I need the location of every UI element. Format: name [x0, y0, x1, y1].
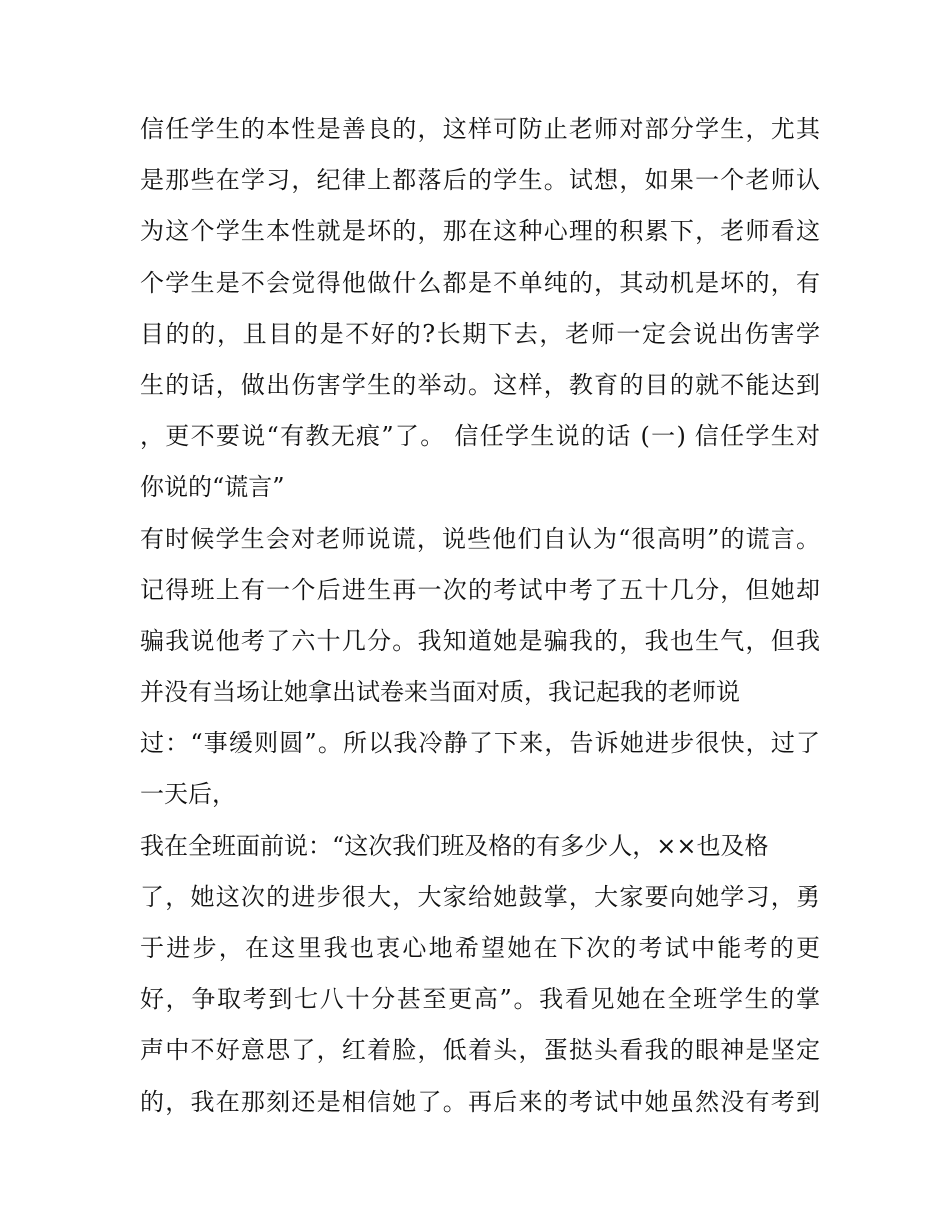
text-line: 的，我在那刻还是相信她了。再后来的考试中她虽然没有考到	[140, 1087, 820, 1116]
text-line: 信任学生的本性是善良的，这样可防止老师对部分学生，尤其	[140, 115, 820, 143]
text-line: 过：“事缓则圆”。所以我冷静了下来，告诉她进步很快，过了	[140, 729, 820, 758]
text-line: 并没有当场让她拿出试卷来当面对质，我记起我的老师说	[140, 678, 740, 707]
body-text	[140, 104, 820, 1128]
text-line: 好，争取考到七八十分甚至更高”。我看见她在全班学生的掌	[140, 985, 820, 1014]
text-line: 你说的“谎言”	[140, 473, 285, 502]
text-line: 个学生是不会觉得他做什么都是不单纯的，其动机是坏的，有	[140, 268, 820, 297]
text-line: 声中不好意思了，红着脸，低着头，蛋挞头看我的眼神是坚定	[140, 1036, 820, 1065]
text-line: 是那些在学习，纪律上都落后的学生。试想，如果一个老师认	[140, 166, 820, 195]
text-line: 我在全班面前说：“这次我们班及格的有多少人，××也及格	[140, 831, 769, 860]
text-line: 生的话，做出伤害学生的举动。这样，教育的目的就不能达到	[140, 370, 820, 399]
text-line: 目的的，且目的是不好的?长期下去，老师一定会说出伤害学	[140, 319, 820, 348]
text-line: 于进步，在这里我也衷心地希望她在下次的考试中能考的更	[140, 934, 820, 962]
text-line: 了，她这次的进步很大，大家给她鼓掌，大家要向她学习，勇	[140, 882, 820, 911]
text-line: 一天后，	[140, 780, 236, 809]
text-line: 骗我说他考了六十几分。我知道她是骗我的，我也生气，但我	[140, 626, 820, 655]
text-line: 有时候学生会对老师说谎，说些他们自认为“很高明”的谎言。	[140, 524, 820, 553]
text-line: 为这个学生本性就是坏的，那在这种心理的积累下，老师看这	[140, 217, 820, 246]
text-line: 记得班上有一个后进生再一次的考试中考了五十几分，但她却	[140, 575, 820, 604]
text-line: ，更不要说“有教无痕”了。 信任学生说的话 (一) 信任学生对	[140, 422, 820, 451]
